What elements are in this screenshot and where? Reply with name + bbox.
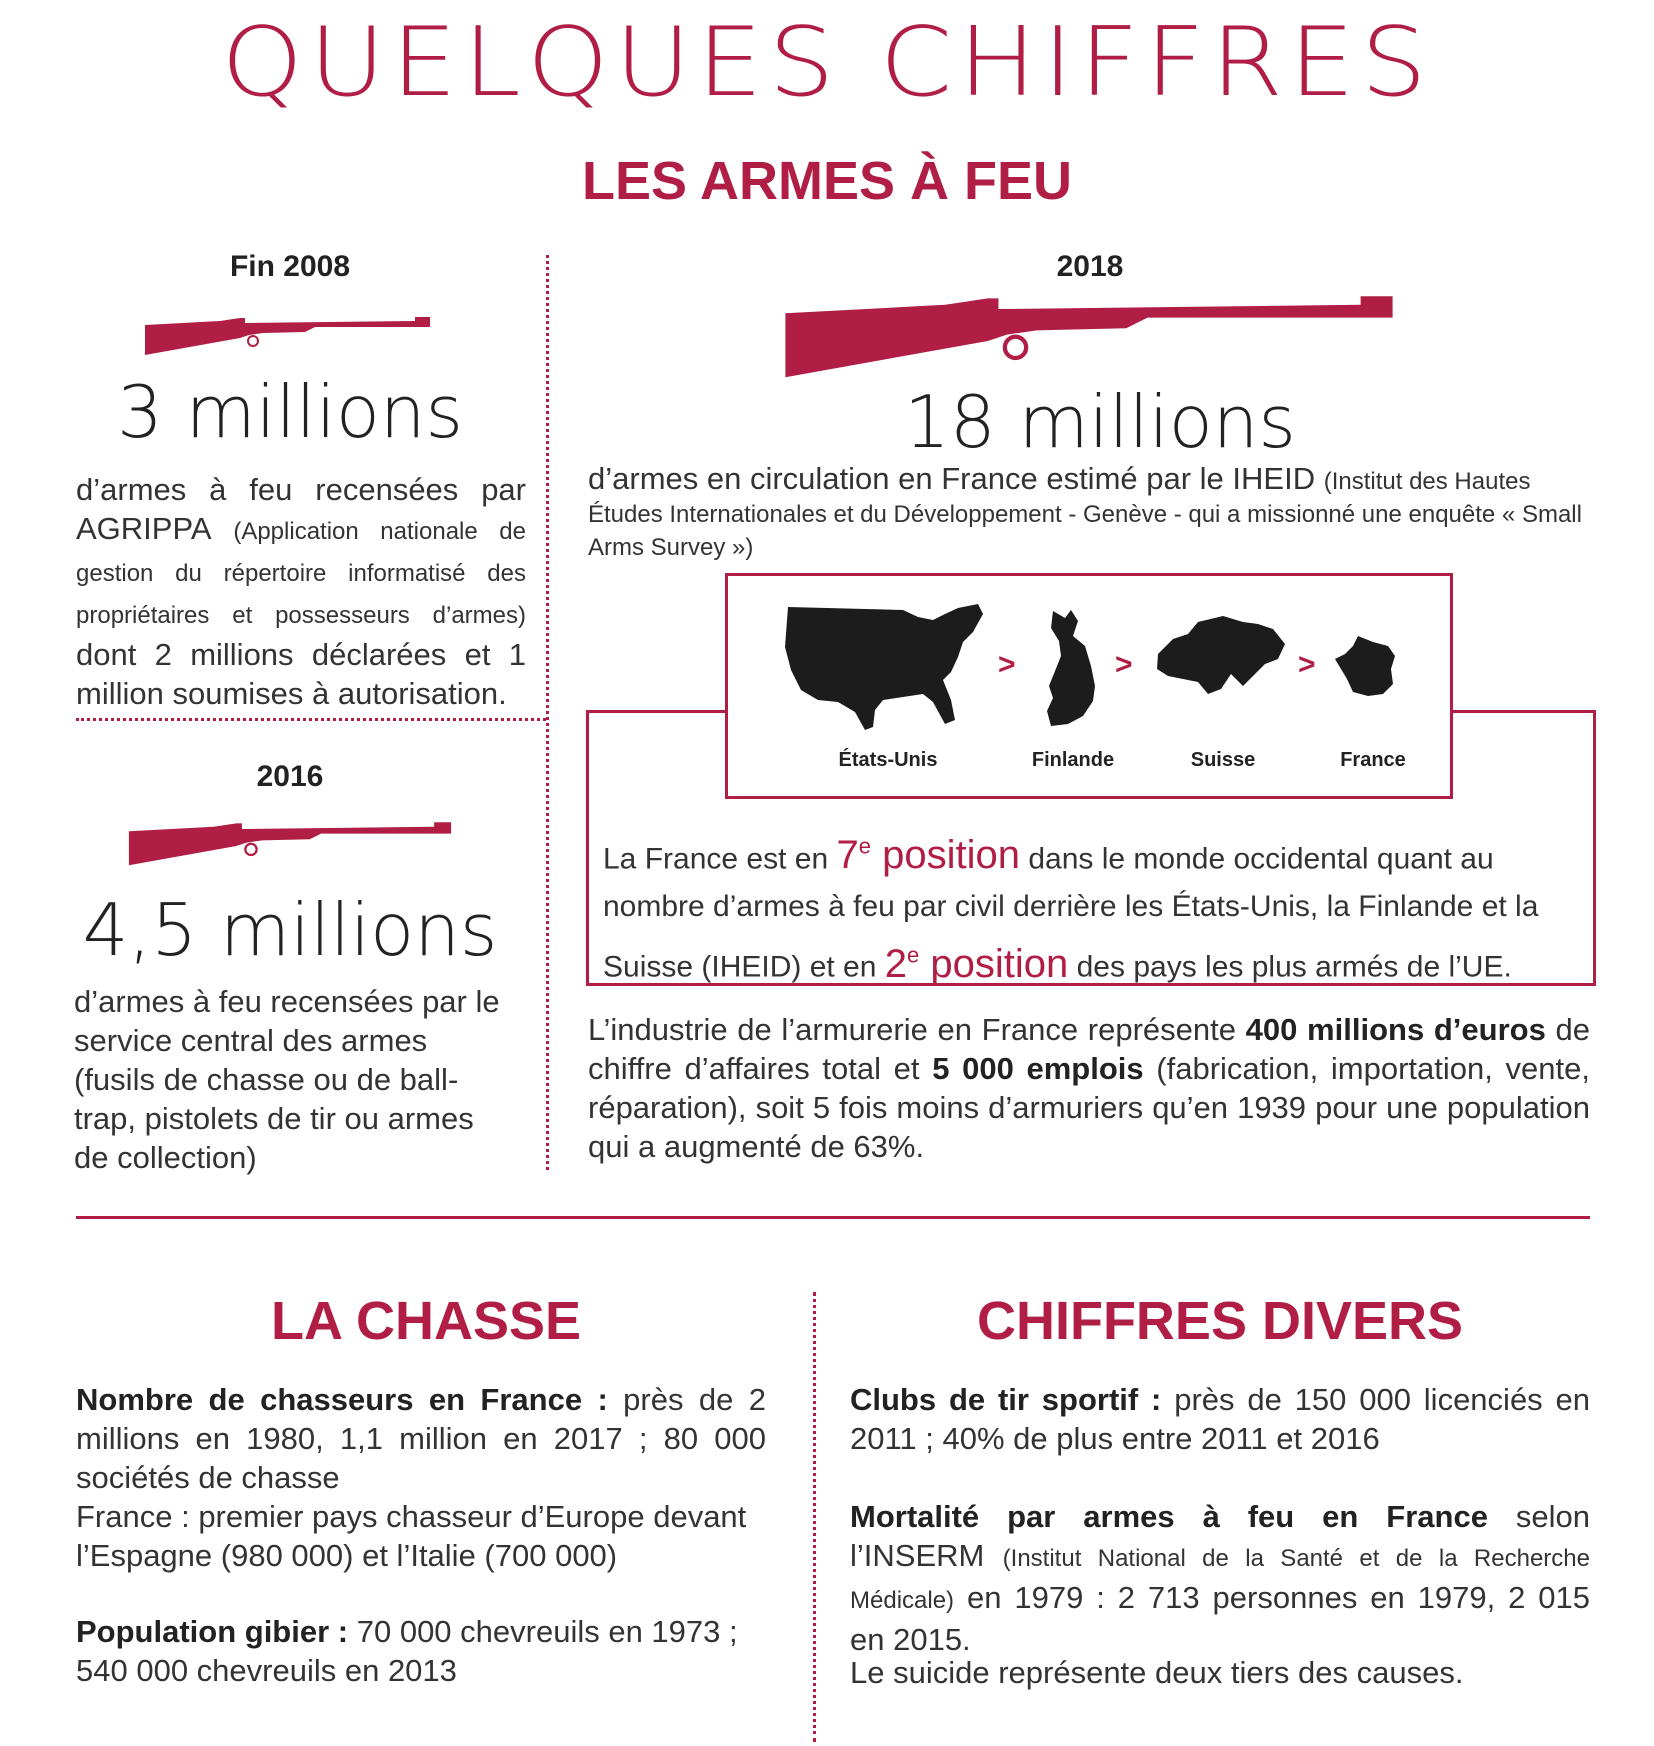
big-number-2016: 4,5 millions: [82, 888, 498, 972]
text-2008: [76, 470, 526, 713]
france-map-icon: [1333, 634, 1398, 704]
rifle-icon: [778, 292, 1400, 390]
industrie-text: L’industrie de l’armurerie en France représente 400 millions d’euros de chiffre d’affaires total et 5 000 emplois (fabrication, importation, vente, réparation), soit 5 fois moins d’armuriers qu’en 1939 pour une population qui a augmenté de 63%.: [588, 1012, 1590, 1164]
page-title: QUELQUES CHIFFRES: [221, 5, 1433, 119]
section-title-chasse: LA CHASSE: [270, 1291, 582, 1351]
year-2018: 2018: [1056, 250, 1124, 283]
big-number-2018: 18 millions: [904, 380, 1296, 464]
year-fin-2008: Fin 2008: [229, 250, 351, 283]
text-2018-small: (Institut des Hautes Études Internationales et du Développement - Genève - qui a missionné une enquête « Small Arms Survey »): [588, 468, 1582, 561]
text-2008-small: (Application nationale de gestion du répertoire informatisé des propriétaires et possesseurs d’armes): [76, 518, 526, 629]
text-2008-main: d’armes à feu recensées par AGRIPPA: [76, 472, 526, 546]
text-2018: [588, 461, 1593, 563]
big-number-2008: 3 millions: [116, 370, 464, 454]
chasse-europe: France : premier pays chasseur d’Europe devant l’Espagne (980 000) et l’Italie (700 000): [76, 1499, 747, 1573]
usa-map-icon: [783, 602, 993, 737]
section-divider: [76, 1216, 1590, 1219]
chasse-gibier: Population gibier : 70 000 chevreuils en 1973 ; 540 000 chevreuils en 2013: [76, 1614, 738, 1688]
switzerland-map-icon: [1153, 614, 1288, 704]
divers-clubs: Clubs de tir sportif : près de 150 000 licenciés en 2011 ; 40% de plus entre 2011 et 2016: [850, 1382, 1590, 1456]
divider-dotted-v2: [813, 1292, 816, 1742]
year-2016: 2016: [256, 760, 324, 793]
greater-than-1: >: [998, 648, 1016, 681]
text-2008-end: dont 2 millions déclarées et 1 million soumises à autorisation.: [76, 637, 526, 711]
label-finlande: Finlande: [1031, 749, 1115, 771]
divider-dotted-v: [546, 255, 549, 1170]
rifle-icon: [145, 315, 430, 361]
section-title-armes: LES ARMES À FEU: [581, 151, 1073, 211]
text-2016: d’armes à feu recensées par le service central des armes (fusils de chasse ou de ball-trap, pistolets de tir ou armes de collection): [74, 984, 500, 1175]
divers-mortalite: Mortalité par armes à feu en France selon l’INSERM (Institut National de la Santé et de la Recherche Médicale) en 1979 : 2 713 personnes en 1979, 2 015 en 2015.: [850, 1499, 1590, 1657]
ranking-text: La France est en 7e position dans le monde occidental quant au nombre d’armes à feu par civil derrière les États-Unis, la Finlande et la Suisse (IHEID) et en 2e position des pays les plus armés de l’UE.: [603, 833, 1539, 986]
label-etats-unis: États-Unis: [838, 749, 938, 771]
divider-dotted-h: [76, 718, 546, 721]
text-2018-main: d’armes en circulation en France estimé par le IHEID: [588, 461, 1316, 496]
label-suisse: Suisse: [1190, 749, 1256, 771]
chasse-hunters: Nombre de chasseurs en France : près de 2 millions en 1980, 1,1 million en 2017 ; 80 000 sociétés de chasse: [76, 1382, 766, 1495]
section-title-divers: CHIFFRES DIVERS: [976, 1291, 1464, 1351]
finland-map-icon: [1043, 606, 1103, 736]
greater-than-3: >: [1298, 648, 1316, 681]
rifle-icon: [125, 820, 455, 872]
country-maps-box: [725, 573, 1453, 799]
greater-than-2: >: [1115, 648, 1133, 681]
divers-suicide: Le suicide représente deux tiers des causes.: [850, 1655, 1464, 1690]
label-france: France: [1340, 749, 1406, 771]
